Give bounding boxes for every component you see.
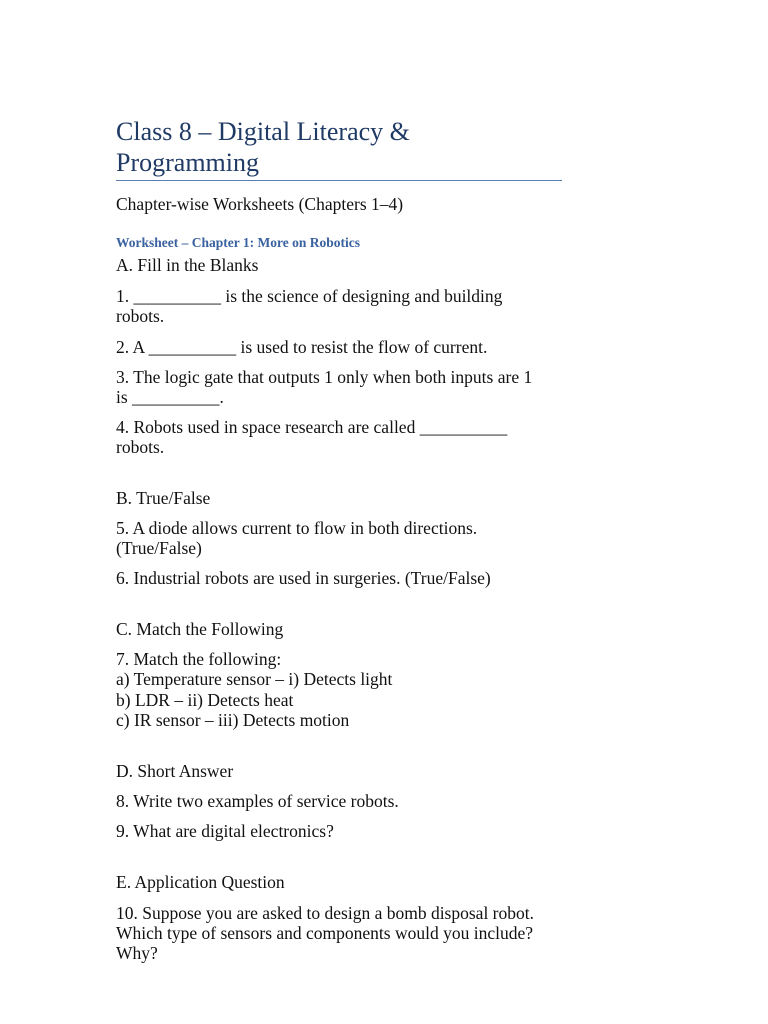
document-title-line-1: Class 8 – Digital Literacy & <box>116 117 410 146</box>
document-title-line-2: Programming <box>116 148 259 177</box>
question-10-line-2: Which type of sensors and components would you include? <box>116 923 533 943</box>
question-1-line-2: robots. <box>116 306 165 326</box>
section-e-heading: E. Application Question <box>116 872 285 892</box>
question-7-line-3: b) LDR – ii) Detects heat <box>116 690 294 710</box>
document-title <box>116 116 562 181</box>
question-7-line-4: c) IR sensor – iii) Detects motion <box>116 710 350 730</box>
question-4-line-2: robots. <box>116 437 165 457</box>
question-2-line-1: 2. A __________ is used to resist the flow of current. <box>116 337 488 357</box>
question-4-line-1: 4. Robots used in space research are called __________ <box>116 417 508 437</box>
question-3-line-2: is __________. <box>116 387 224 407</box>
question-7-line-1: 7. Match the following: <box>116 649 282 669</box>
question-6-line-1: 6. Industrial robots are used in surgeries. (True/False) <box>116 568 491 588</box>
section-b-heading: B. True/False <box>116 488 211 508</box>
document-subtitle: Chapter-wise Worksheets (Chapters 1–4) <box>116 194 404 214</box>
section-a-heading: A. Fill in the Blanks <box>116 255 259 275</box>
question-5-line-2: (True/False) <box>116 538 202 558</box>
question-8-line-1: 8. Write two examples of service robots. <box>116 791 399 811</box>
question-10-line-3: Why? <box>116 943 158 963</box>
question-9-line-1: 9. What are digital electronics? <box>116 821 334 841</box>
question-7-line-2: a) Temperature sensor – i) Detects light <box>116 669 393 689</box>
question-3-line-1: 3. The logic gate that outputs 1 only when both inputs are 1 <box>116 367 533 387</box>
section-c-heading: C. Match the Following <box>116 619 284 639</box>
question-10-line-1: 10. Suppose you are asked to design a bomb disposal robot. <box>116 903 535 923</box>
question-1-line-1: 1. __________ is the science of designing and building <box>116 286 503 306</box>
worksheet-heading: Worksheet – Chapter 1: More on Robotics <box>116 235 360 250</box>
question-5-line-1: 5. A diode allows current to flow in both directions. <box>116 518 478 538</box>
section-d-heading: D. Short Answer <box>116 761 234 781</box>
